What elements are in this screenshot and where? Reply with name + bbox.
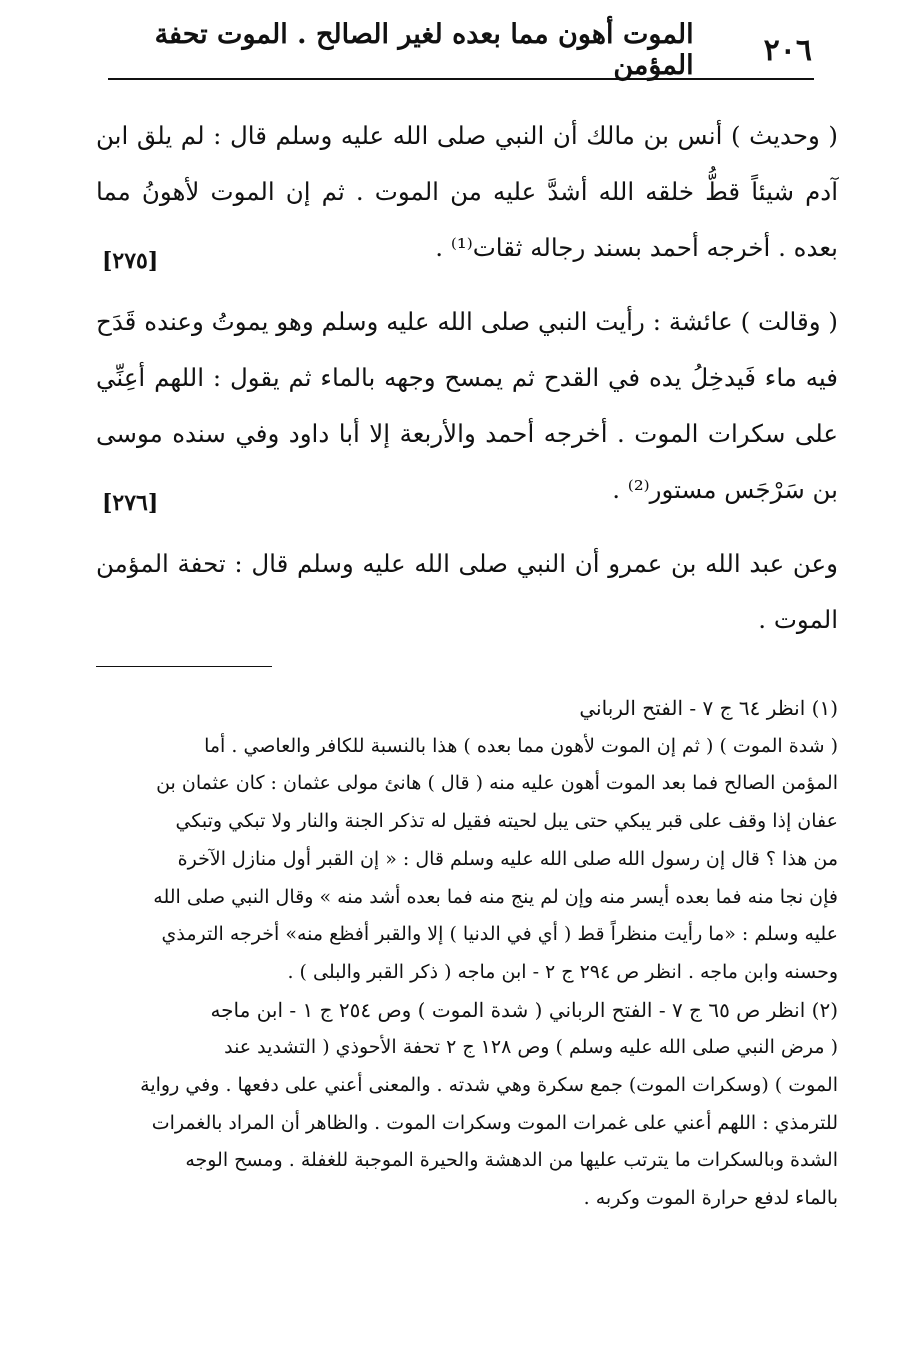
footnote-line: عليه وسلم : «ما رأيت منظراً قط ( أي في الدنيا ) إلا والقبر أفظع منه» أخرجه الترمذي	[161, 923, 838, 946]
hadith-paragraph	[96, 108, 838, 276]
footnote-line: الشدة وبالسكرات ما يترتب عليها من الدهشة والحيرة الموجبة للغفلة . ومسح الوجه	[185, 1149, 838, 1172]
footnote-line: للترمذي : اللهم أعني على غمرات الموت وسكرات الموت . والظاهر أن المراد بالغمرات	[151, 1111, 838, 1134]
hadith-paragraph	[96, 294, 838, 518]
footnote-line: عفان إذا وقف على قبر يبكي حتى يبل لحيته فقيل له تذكر الجنة والنار ولا تبكي وتبكي	[175, 810, 838, 833]
hadith-number: [٢٧٥]	[102, 248, 159, 274]
footnote-line: من هذا ؟ قال إن رسول الله صلى الله عليه وسلم قال : « إن القبر أول منازل الآخرة	[177, 847, 838, 870]
footnote-line: وحسنه وابن ماجه . انظر ص ٢٩٤ ج ٢ - ابن ماجه ( ذكر القبر والبلى ) .	[287, 960, 838, 983]
footnote-line: (٢) انظر ص ٦٥ ج ٧ - الفتح الرباني ( شدة الموت ) وص ٢٥٤ ج ١ - ابن ماجه	[210, 997, 838, 1022]
page-header	[108, 19, 812, 81]
footnote-line: ( مرض النبي صلى الله عليه وسلم ) وص ١٢٨ ج ٢ تحفة الأحوذي ( التشديد عند	[224, 1036, 838, 1059]
hadith-text: ( وحديث ) أنس بن مالك أن النبي صلى الله عليه وسلم قال : لم يلق ابن آدم شيئاً قطُّ خلقه الله أشدَّ عليه من الموت . ثم إن الموت لأهونُ مما بعده . أخرجه أحمد بسند رجاله ثقات⁽¹⁾ .	[96, 121, 838, 262]
footnote-rule	[96, 666, 272, 667]
page-number: ٢٠٦	[763, 32, 812, 68]
hadith-number: [٢٧٦]	[102, 490, 159, 516]
hadith-text: ( وقالت ) عائشة : رأيت النبي صلى الله عليه وسلم وهو يموتُ وعنده قَدَح فيه ماء فَيدخِلُ يده في القدح ثم يمسح وجهه بالماء ثم يقول : اللهم أعِنِّي على سكرات الموت . أخرجه أحمد والأربعة إلا أبا داود وفي سنده موسى بن سَرْجَس مستور⁽²⁾ .	[96, 307, 838, 504]
footnote-line: فإن نجا منه فما بعده أيسر منه وإن لم ينج منه فما بعده أشد منه » وقال النبي صلى الله	[153, 885, 838, 908]
hadith-paragraph	[96, 536, 838, 648]
footnotes	[96, 690, 838, 1218]
footnote-line: ( شدة الموت ) ( ثم إن الموت لأهون مما بعده ) هذا بالنسبة للكافر والعاصي . أما	[204, 734, 838, 757]
main-text	[96, 108, 838, 648]
footnote-line: المؤمن الصالح فما بعد الموت أهون عليه منه ( قال ) هانئ مولى عثمان : كان عثمان بن	[156, 772, 838, 795]
header-rule	[108, 78, 814, 80]
hadith-text: وعن عبد الله بن عمرو أن النبي صلى الله عليه وسلم قال : تحفة المؤمن الموت .	[96, 549, 838, 634]
running-title: الموت أهون مما بعده لغير الصالح . الموت تحفة المؤمن	[154, 19, 694, 81]
footnote-line: بالماء لدفع حرارة الموت وكربه .	[583, 1187, 838, 1210]
footnote-line: (١) انظر ٦٤ ج ٧ - الفتح الرباني	[579, 696, 838, 720]
footnote-line: الموت ) (وسكرات الموت) جمع سكرة وهي شدته . والمعنى أعني على دفعها . وفي رواية	[140, 1074, 838, 1097]
